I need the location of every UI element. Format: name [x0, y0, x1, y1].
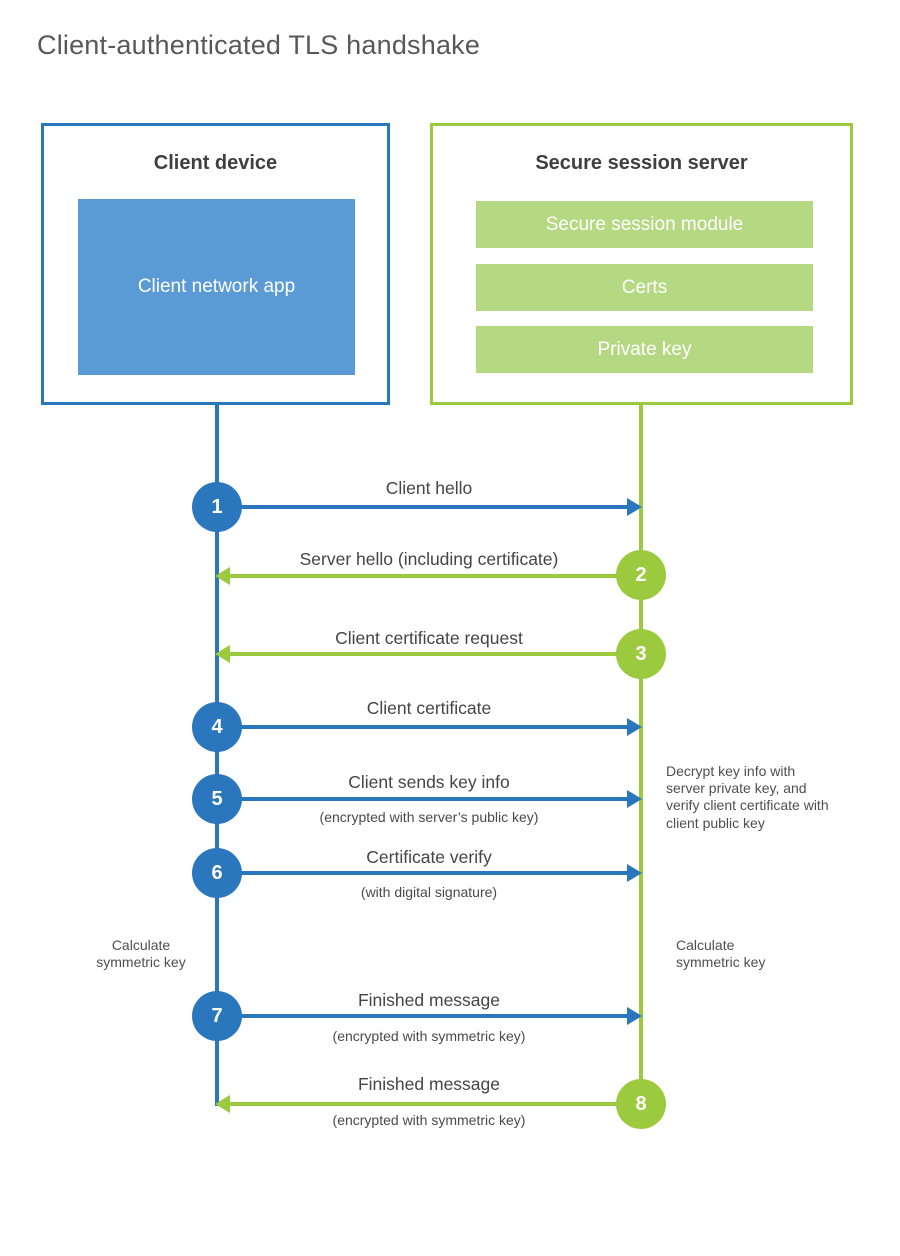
calculate-symmetric-key-note-client: Calculate symmetric key	[96, 937, 186, 971]
arrowhead-right-icon	[627, 1007, 642, 1025]
server-certs-bar: Certs	[476, 264, 813, 311]
arrowhead-right-icon	[627, 718, 642, 736]
step-8-label: Finished message	[357, 1074, 501, 1094]
step-6-circle: 6	[192, 848, 242, 898]
arrowhead-right-icon	[627, 864, 642, 882]
step-3-circle: 3	[616, 629, 666, 679]
secure-session-server-box	[430, 123, 853, 405]
step-2-circle: 2	[616, 550, 666, 600]
page-title: Client-authenticated TLS handshake	[37, 30, 481, 60]
step-5-circle: 5	[192, 774, 242, 824]
step-3-arrow	[229, 652, 641, 656]
step-7-arrow	[217, 1014, 629, 1018]
step-5-sublabel: (encrypted with server’s public key)	[319, 809, 539, 825]
decrypt-key-info-note: Decrypt key info with server private key, and verify client certificate with client public key	[666, 763, 829, 831]
step-3-label: Client certificate request	[335, 628, 523, 648]
secure-session-server-title: Secure session server	[535, 152, 748, 174]
step-6-sublabel: (with digital signature)	[360, 884, 498, 900]
step-7-circle: 7	[192, 991, 242, 1041]
step-1-label: Client hello	[385, 478, 473, 498]
step-6-arrow	[217, 871, 629, 875]
step-7-sublabel: (encrypted with symmetric key)	[332, 1028, 526, 1044]
client-device-title: Client device	[153, 152, 278, 174]
client-network-app-box	[78, 199, 355, 375]
client-network-app-label: Client network app	[137, 276, 296, 298]
server-module-bar: Secure session module	[476, 201, 813, 248]
step-2-label: Server hello (including certificate)	[299, 549, 559, 569]
calculate-symmetric-key-note-server: Calculate symmetric key	[676, 937, 766, 971]
step-4-arrow	[217, 725, 629, 729]
server-private-key-bar: Private key	[476, 326, 813, 373]
step-5-label: Client sends key info	[348, 772, 510, 792]
step-6-label: Certificate verify	[366, 847, 492, 867]
step-4-circle: 4	[192, 702, 242, 752]
step-8-circle: 8	[616, 1079, 666, 1129]
step-4-label: Client certificate	[366, 698, 492, 718]
step-1-arrow	[217, 505, 629, 509]
step-5-arrow	[217, 797, 629, 801]
step-8-arrow	[229, 1102, 641, 1106]
arrowhead-right-icon	[627, 498, 642, 516]
arrowhead-right-icon	[627, 790, 642, 808]
step-7-label: Finished message	[357, 990, 501, 1010]
arrowhead-left-icon	[215, 1095, 230, 1113]
step-1-circle: 1	[192, 482, 242, 532]
step-2-arrow	[229, 574, 641, 578]
step-8-sublabel: (encrypted with symmetric key)	[332, 1112, 526, 1128]
arrowhead-left-icon	[215, 645, 230, 663]
client-device-box	[41, 123, 390, 405]
arrowhead-left-icon	[215, 567, 230, 585]
